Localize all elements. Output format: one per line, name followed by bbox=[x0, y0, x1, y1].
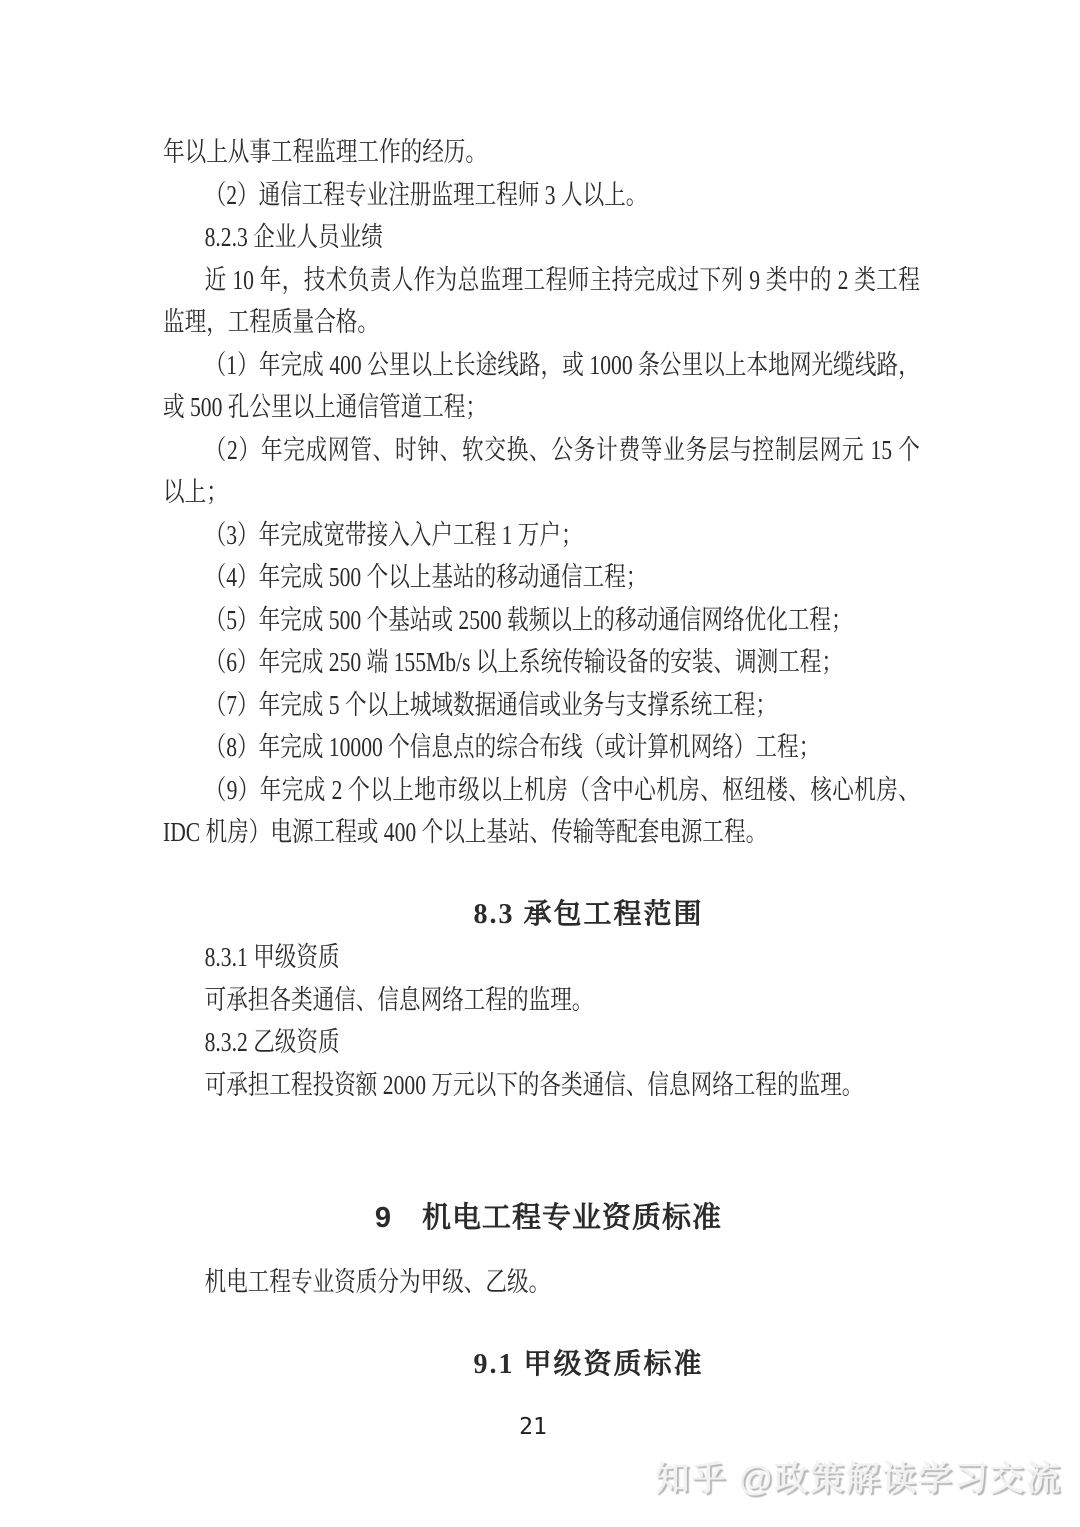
list-item-1: （1）年完成 400 公里以上长途线路，或 1000 条公里以上本地网光缆线路， bbox=[204, 349, 920, 380]
body-line: 年以上从事工程监理工作的经历。 bbox=[163, 137, 487, 167]
page-content bbox=[163, 131, 920, 1386]
list-item-3: （3）年完成宽带接入入户工程 1 万户； bbox=[204, 519, 583, 550]
list-item-9: （9）年完成 2 个以上地市级以上机房（含中心机房、枢纽楼、核心机房、 bbox=[204, 774, 920, 805]
list-item-4: （4）年完成 500 个以上基站的移动通信工程； bbox=[204, 562, 648, 592]
list-item-9-cont: IDC 机房）电源工程或 400 个以上基站、传输等配套电源工程。 bbox=[163, 817, 768, 847]
zhihu-watermark: 知乎 @政策解读学习交流 bbox=[655, 1460, 1062, 1498]
chapter-intro-line: 机电工程专业资质分为甲级、乙级。 bbox=[204, 1267, 551, 1297]
body-line: 可承担各类通信、信息网络工程的监理。 bbox=[204, 984, 594, 1015]
list-item-7: （7）年完成 5 个以上城域数据通信或业务与支撑系统工程； bbox=[204, 689, 778, 720]
body-line: 监理，工程质量合格。 bbox=[163, 307, 379, 337]
list-item-6: （6）年完成 250 端 155Mb/s 以上系统传输设备的安装、调测工程； bbox=[204, 647, 844, 677]
body-line: （2）通信工程专业注册监理工程师 3 人以上。 bbox=[204, 179, 648, 210]
section-heading-8-3: 8.3 承包工程范围 bbox=[473, 898, 704, 930]
list-item-2-cont: 以上； bbox=[163, 477, 228, 507]
list-item-2: （2）年完成网管、时钟、软交换、公务计费等业务层与控制层网元 15 个 bbox=[204, 434, 920, 465]
section-heading-9-1: 9.1 甲级资质标准 bbox=[473, 1348, 704, 1380]
list-item-5: （5）年完成 500 个基站或 2500 载频以上的移动通信网络优化工程； bbox=[204, 604, 853, 635]
body-line: 可承担工程投资额 2000 万元以下的各类通信、信息网络工程的监理。 bbox=[204, 1069, 864, 1100]
list-item-1-cont: 或 500 孔公里以上通信管道工程； bbox=[163, 392, 487, 422]
chapter-heading-9: 9 机电工程专业资质标准 bbox=[374, 1202, 723, 1234]
list-item-8: （8）年完成 10000 个信息点的综合布线（或计算机网络）工程； bbox=[204, 732, 821, 762]
body-line: 近 10 年，技术负责人作为总监理工程师主持完成过下列 9 类中的 2 类工程 bbox=[204, 264, 920, 295]
page-number: 21 bbox=[519, 1414, 547, 1440]
section-heading-8-2-3: 8.2.3 企业人员业绩 bbox=[204, 222, 383, 252]
section-heading-8-3-2: 8.3.2 乙级资质 bbox=[204, 1027, 340, 1057]
section-heading-8-3-1: 8.3.1 甲级资质 bbox=[204, 942, 340, 972]
